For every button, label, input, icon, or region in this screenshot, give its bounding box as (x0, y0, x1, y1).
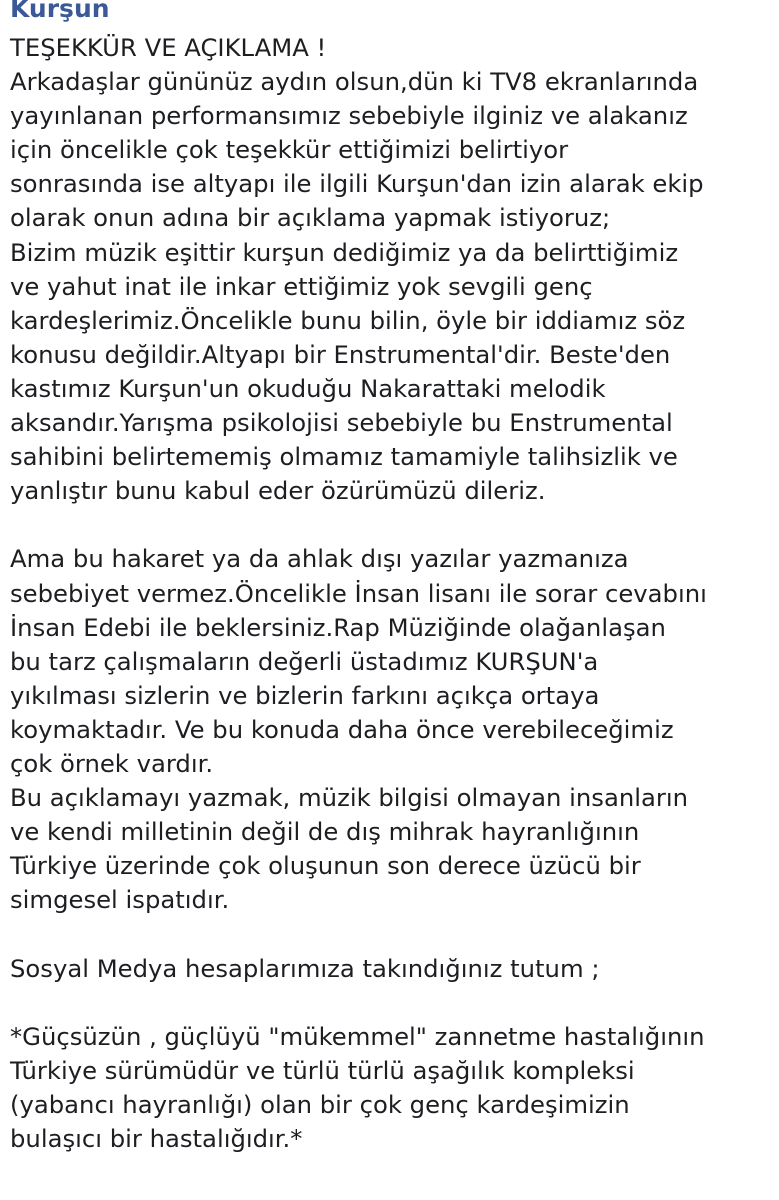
post-text-line: sebebiyet vermez.Öncelikle İnsan lisanı ile sorar cevabını (10, 578, 707, 608)
post-text-line: Ama bu hakaret ya da ahlak dışı yazılar yazmanıza (10, 544, 629, 574)
paragraph-break (10, 986, 775, 1020)
post-text-line: sonrasında ise altyapı ile ilgili Kurşun'dan izin alarak ekip (10, 169, 704, 199)
post-text-line: için öncelikle çok teşekkür ettiğimizi belirtiyor (10, 135, 569, 165)
post-text-line: Sosyal Medya hesaplarımıza takındığınız tutum ; (10, 953, 600, 983)
post-text-line: İnsan Edebi ile beklersiniz.Rap Müziğinde olağanlaşan (10, 612, 666, 642)
post-text-line: simgesel ispatıdır. (10, 885, 230, 915)
post-text-line: kastımız Kurşun'un okuduğu Nakarattaki melodik (10, 373, 606, 403)
post-text-line: yayınlanan performansımız sebebiyle ilginiz ve alakanız (10, 101, 688, 131)
post-text-line: Arkadaşlar gününüz aydın olsun,dün ki TV8 ekranlarında (10, 67, 699, 97)
post-text-line: Bu açıklamayı yazmak, müzik bilgisi olmayan insanların (10, 783, 689, 813)
post-text-line: aksandır.Yarışma psikolojisi sebebiyle bu Enstrumental (10, 408, 673, 438)
paragraph-break (10, 508, 775, 542)
post-text-line: *Güçsüzün , güçlüyü "mükemmel" zannetme hastalığının (10, 1021, 705, 1051)
post-text-line: (yabancı hayranlığı) olan bir çok genç kardeşimizin (10, 1089, 630, 1119)
post-text-line: sahibini belirtememiş olmamız tamamiyle talihsizlik ve (10, 442, 678, 472)
post-text-line: yanlıştır bunu kabul eder özürümüzü dileriz. (10, 476, 546, 506)
post-text-line: kardeşlerimiz.Öncelikle bunu bilin, öyle bir iddiamız söz (10, 305, 686, 335)
post-text-line: bu tarz çalışmaların değerli üstadımız KURŞUN'a (10, 646, 599, 676)
post-text-line: çok örnek vardır. (10, 748, 214, 778)
post-text-line: bulaşıcı bir hastalığıdır.* (10, 1124, 303, 1153)
post-text-line: Türkiye sürümüdür ve türlü türlü aşağılık kompleksi (10, 1055, 635, 1085)
post-text-line: TEŞEKKÜR VE AÇIKLAMA ! (10, 33, 327, 62)
post-text-line: konusu değildir.Altyapı bir Enstrumental'dir. Beste'den (10, 339, 671, 369)
post-container (10, 0, 775, 1156)
post-text-line: ve kendi milletinin değil de dış mihrak hayranlığının (10, 817, 640, 847)
post-text-line: yıkılması sizlerin ve bizlerin farkını açıkça ortaya (10, 680, 600, 710)
paragraph-break (10, 917, 775, 951)
author-name-link[interactable]: Kurşun (10, 0, 110, 23)
post-body-text (10, 31, 775, 1156)
post-text-line: ve yahut inat ile inkar ettiğimiz yok sevgili genç (10, 271, 593, 301)
post-text-line: Bizim müzik eşittir kurşun dediğimiz ya da belirttiğimiz (10, 237, 679, 267)
post-text-line: koymaktadır. Ve bu konuda daha önce verebileceğimiz (10, 714, 674, 744)
post-text-line: Türkiye üzerinde çok oluşunun son derece üzücü bir (10, 851, 641, 881)
post-text-line: olarak onun adına bir açıklama yapmak istiyoruz; (10, 203, 611, 233)
